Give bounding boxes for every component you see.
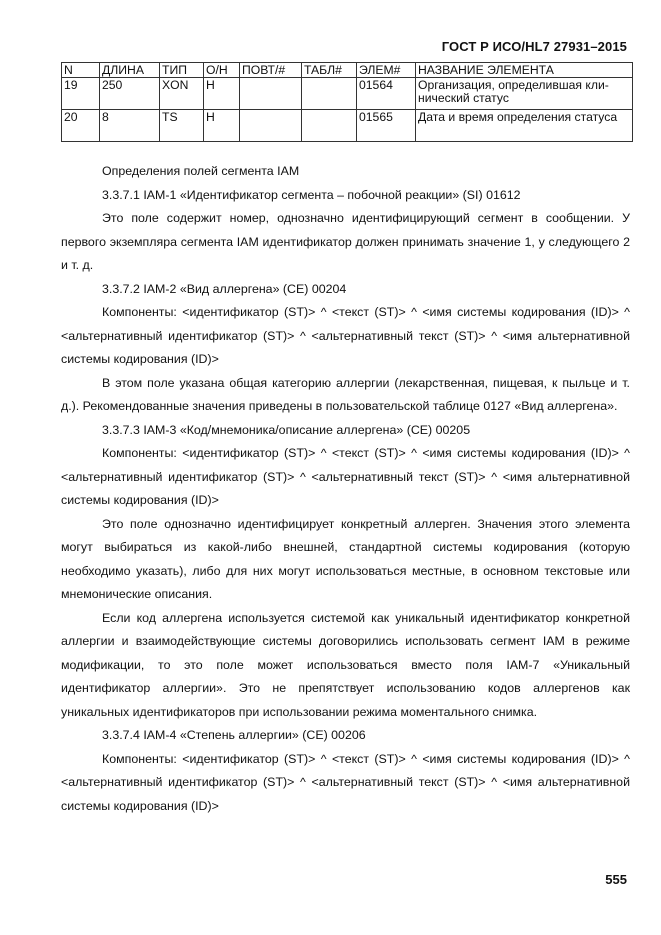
table-cell (302, 110, 357, 142)
segment-fields-table (61, 62, 633, 142)
table-cell: Организация, определившая клинический статус (416, 78, 633, 110)
table-header-row (62, 63, 633, 78)
paragraph: Компоненты: <идентификатор (ST)> ^ <текст (ST)> ^ <имя системы кодирования (ID)> ^ <альтернативный идентификатор (ST)> ^ <альтернативный текст (ST)> ^ <имя альтернативной системы кодирования (ID)> (61, 446, 630, 507)
table-cell (302, 78, 357, 110)
field-heading: 3.3.7.2 IAM-2 «Вид аллергена» (CE) 00204 (102, 281, 347, 296)
column-header: ЭЛЕМ# (357, 63, 416, 78)
section-heading: Определения полей сегмента IAM (102, 164, 300, 178)
document-standard-header: ГОСТ Р ИСО/HL7 27931–2015 (441, 39, 627, 54)
column-header: ПОВТ/# (240, 63, 302, 78)
paragraph: Это поле содержит номер, однозначно идентифицирующий сегмент в сообщении. У первого экземпляра сегмента IAM идентификатор должен принимать значение 1, у следующего 2 и т. д. (61, 211, 630, 272)
document-body (61, 160, 630, 818)
column-header: ДЛИНА (100, 63, 160, 78)
column-header: О/Н (204, 63, 240, 78)
table-cell: 01564 (357, 78, 416, 110)
column-header: ТАБЛ# (302, 63, 357, 78)
table-cell: 8 (100, 110, 160, 142)
paragraph: Это поле однозначно идентифицирует конкретный аллерген. Значения этого элемента могут выбираться из какой-либо внешней, стандартной системы кодирования (которую необходимо указать), либо для них могут использоваться местные, в основном текстовые или мнемонические описания. (61, 516, 630, 601)
table-cell: 19 (62, 78, 100, 110)
table-cell: 250 (100, 78, 160, 110)
paragraph: В этом поле указана общая категорию аллергии (лекарственная, пищевая, к пыльце и т. д.). Рекомендованные значения приведены в пользовательской таблице 0127 «Вид аллергена». (61, 375, 630, 413)
table-cell: Н (204, 110, 240, 142)
paragraph: Компоненты: <идентификатор (ST)> ^ <текст (ST)> ^ <имя системы кодирования (ID)> ^ <альтернативный идентификатор (ST)> ^ <альтернативный текст (ST)> ^ <имя альтернативной системы кодирования (ID)> (61, 305, 630, 366)
table-cell: XON (160, 78, 204, 110)
page-number: 555 (605, 872, 627, 887)
table-cell (240, 78, 302, 110)
table-cell: 01565 (357, 110, 416, 142)
table-cell: 20 (62, 110, 100, 142)
table-row (62, 110, 633, 142)
table-cell: Н (204, 78, 240, 110)
table-cell (240, 110, 302, 142)
field-heading: 3.3.7.3 IAM-3 «Код/мнемоника/описание аллергена» (CE) 00205 (102, 422, 471, 437)
column-header: N (62, 63, 100, 78)
table-row (62, 78, 633, 110)
column-header: ТИП (160, 63, 204, 78)
paragraph: Если код аллергена используется системой как уникальный идентификатор конкретной аллергии и взаимодействующие системы договорились использовать сегмент IAM в режиме модификации, то это поле может использоваться вместо поля IAM-7 «Уникальный идентификатор аллергии». Это не препятствует использованию кодов аллергенов как уникальных идентификаторов при использовании режима моментального снимка. (61, 610, 630, 719)
field-heading: 3.3.7.1 IAM-1 «Идентификатор сегмента – побочной реакции» (SI) 01612 (102, 187, 521, 202)
field-heading: 3.3.7.4 IAM-4 «Степень аллергии» (CE) 00206 (102, 728, 366, 742)
table-cell: TS (160, 110, 204, 142)
table-cell: Дата и время определения статуса (416, 110, 633, 142)
paragraph: Компоненты: <идентификатор (ST)> ^ <текст (ST)> ^ <имя системы кодирования (ID)> ^ <альтернативный идентификатор (ST)> ^ <альтернативный текст (ST)> ^ <имя альтернативной системы кодирования (ID)> (61, 751, 630, 813)
column-header: НАЗВАНИЕ ЭЛЕМЕНТА (416, 63, 633, 78)
